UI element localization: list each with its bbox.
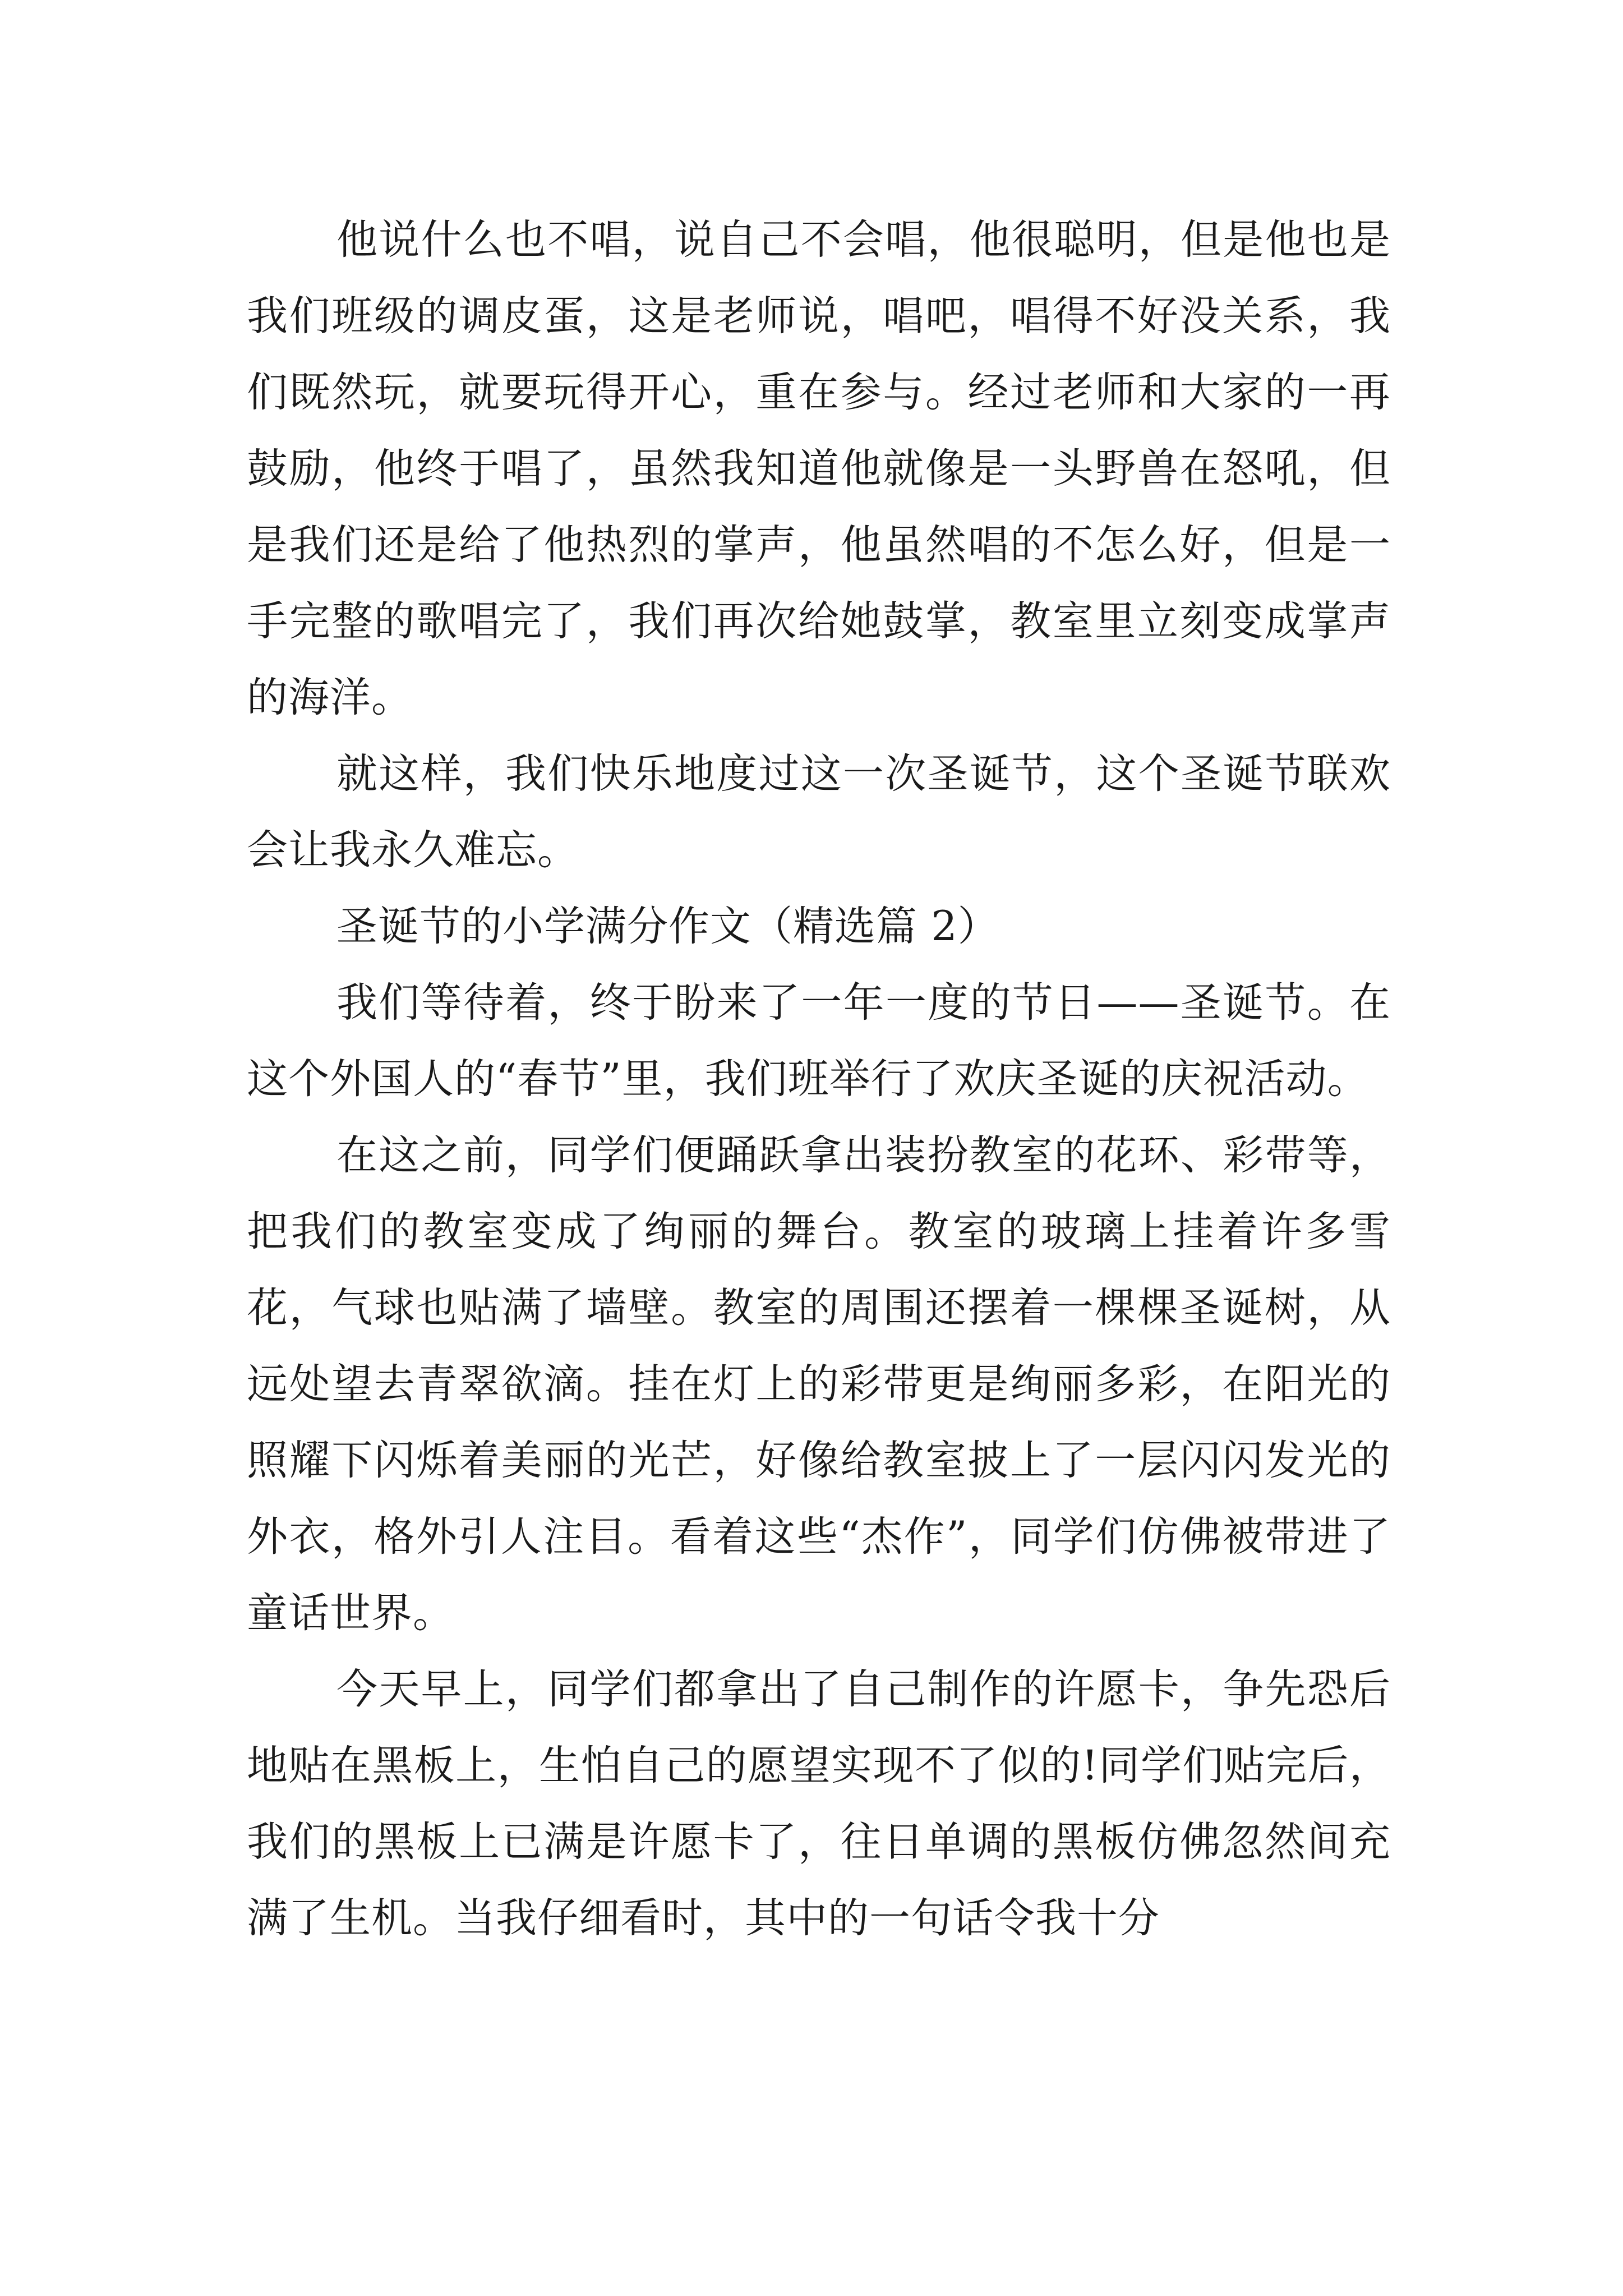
document-body [247,202,1391,1957]
paragraph-conclusion: 就这样，我们快乐地度过这一次圣诞节，这个圣诞节联欢会让我永久难忘。 [247,750,1391,874]
paragraph-wish-cards: 今天早上，同学们都拿出了自己制作的许愿卡，争先恐后地贴在黑板上，生怕自己的愿望实现不了似的!同学们贴完后，我们的黑板上已满是许愿卡了，往日单调的黑板仿佛忽然间充满了生机。当我仔细看时，其中的一句话令我十分 [247,1665,1391,1942]
paragraph-singing: 他说什么也不唱，说自己不会唱，他很聪明，但是他也是我们班级的调皮蛋，这是老师说，唱吧，唱得不好没关系，我们既然玩，就要玩得开心，重在参与。经过老师和大家的一再鼓励，他终于唱了，虽然我知道他就像是一头野兽在怒吼，但是我们还是给了他热烈的掌声，他虽然唱的不怎么好，但是一手完整的歌唱完了，我们再次给她鼓掌，教室里立刻变成掌声的海洋。 [247,216,1391,721]
paragraph-intro: 我们等待着，终于盼来了一年一度的节日——圣诞节。在这个外国人的“春节”里，我们班举行了欢庆圣诞的庆祝活动。 [247,979,1391,1103]
paragraph-decoration: 在这之前，同学们便踊跃拿出装扮教室的花环、彩带等，把我们的教室变成了绚丽的舞台。教室的玻璃上挂着许多雪花，气球也贴满了墙壁。教室的周围还摆着一棵棵圣诞树，从远处望去青翠欲滴。挂在灯上的彩带更是绚丽多彩，在阳光的照耀下闪烁着美丽的光芒，好像给教室披上了一层闪闪发光的外衣，格外引人注目。看着这些“杰作”，同学们仿佛被带进了童话世界。 [247,1131,1391,1637]
section-heading: 圣诞节的小学满分作文（精选篇 2） [336,903,999,950]
